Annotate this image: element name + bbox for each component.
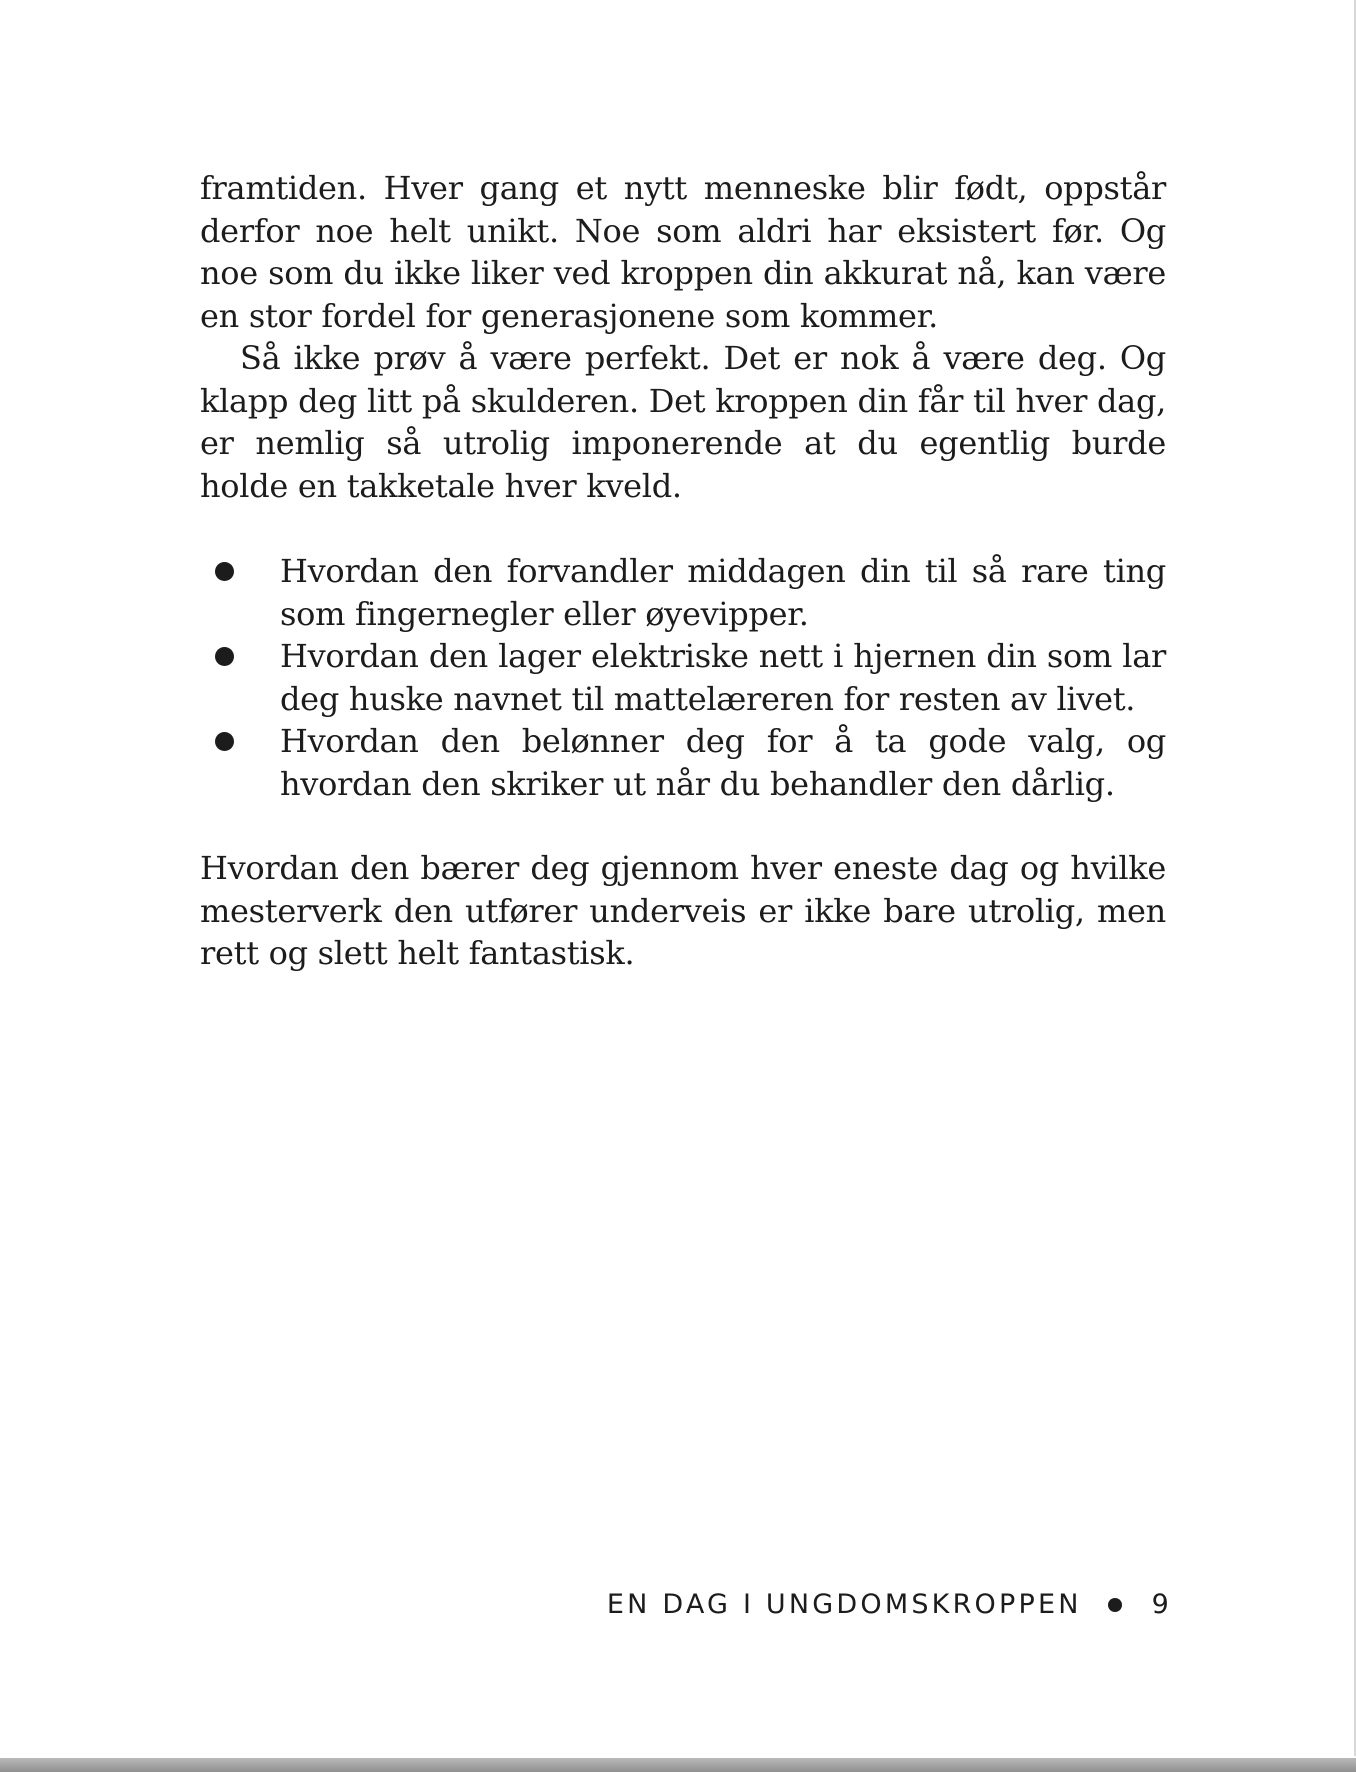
paragraph: framtiden. Hver gang et nytt menneske blir født, oppstår derfor noe helt unikt. Noe som aldri har eksistert før. Og noe som du ikke liker ved kroppen din akkurat nå, kan være en stor fordel for generasjonene som kommer. — [200, 169, 1166, 335]
body-text-top — [200, 167, 1166, 507]
list-item-text: Hvordan den belønner deg for å ta gode valg, og hvordan den skriker ut når du behandler den dårlig. — [280, 722, 1166, 803]
body-text-bottom — [200, 847, 1166, 975]
paragraph: Så ikke prøv å være perfekt. Det er nok å være deg. Og klapp deg litt på skulderen. Det kroppen din får til hver dag, er nemlig så utrolig imponerende at du egentlig burde holde en takketale hver kveld. — [200, 339, 1166, 505]
list-item — [200, 720, 1166, 805]
list-item — [200, 635, 1166, 720]
page-footer — [607, 1589, 1172, 1620]
list-item-text: Hvordan den forvandler middagen din til så rare ting som fingernegler eller øyevipper. — [280, 552, 1166, 633]
separator-dot-icon — [1108, 1598, 1122, 1612]
list-item-text: Hvordan den lager elektriske nett i hjernen din som lar deg huske navnet til mattelæreren for resten av livet. — [280, 637, 1166, 718]
bullet-icon — [215, 732, 234, 751]
bullet-icon — [215, 562, 234, 581]
viewer-bottom-bar — [0, 1758, 1356, 1772]
paragraph: Hvordan den bærer deg gjennom hver eneste dag og hvilke mesterverk den utfører underveis er ikke bare utrolig, men rett og slett helt fantastisk. — [200, 849, 1166, 972]
page-number: 9 — [1151, 1589, 1172, 1620]
running-title: EN DAG I UNGDOMSKROPPEN — [606, 1589, 1082, 1620]
list-item — [200, 550, 1166, 635]
bullet-list — [200, 550, 1166, 805]
bullet-icon — [215, 647, 234, 666]
